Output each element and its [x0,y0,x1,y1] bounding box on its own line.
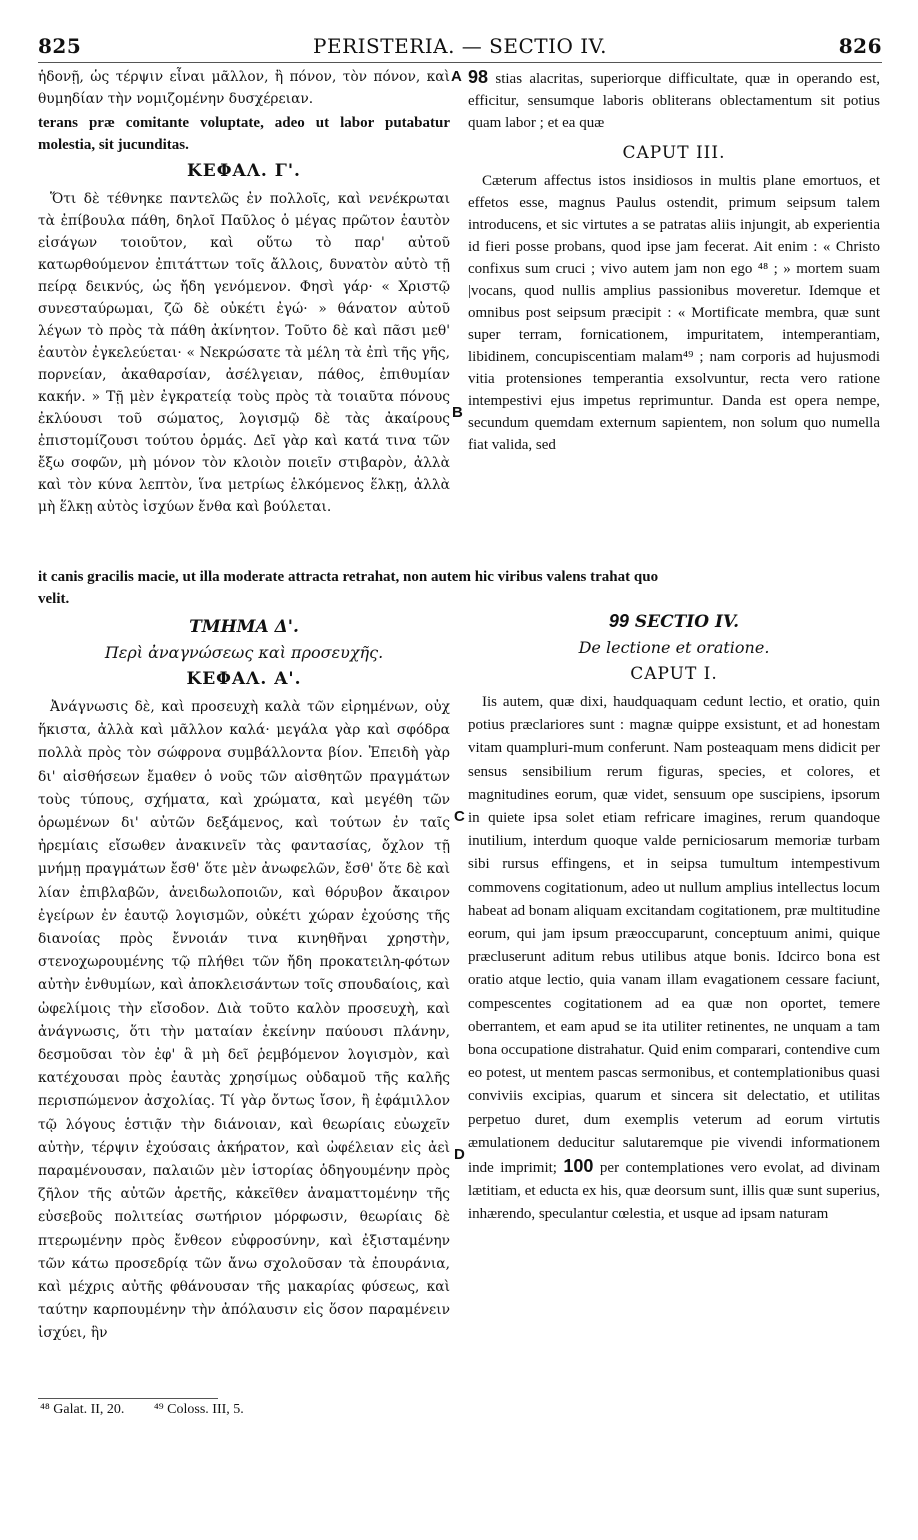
margin-marker-d: D [454,1146,465,1163]
header-rule [38,62,882,63]
greek-intro: ἡδονῇ, ὡς τέρψιν εἶναι μᾶλλον, ἢ πόνον, τὸν πόνον, καὶ θυμηδίαν τὴν νομιζομένην δυσχέρειαν. [38,69,450,107]
footnote-rule [38,1398,218,1399]
latin-intro-text: stias alacritas, superiorque difficultate, quæ in operando est, efficitur, sensumque laboris obliterans oblectamentum sit potius quam labor ; et ea quæ [468,71,880,131]
full-width-line-text: it canis gracilis macie, ut illa moderate attracta retrahat, non autem hic viribus valens trahat quo [38,569,659,585]
latin-chapter-3-text: Cæterum affectus istos insidiosos in multis plane emortuos, et effetos esse, magnus Paulus ostendit, primum seipsum talem introducens, et sic virtutes a se patratas aliis injungit, ab experientia id fieri posse probans, quod ipse jam fecerat. Ait enim : « Christo confixus sum cruci ; vivo autem jam non ego ⁴⁸ ; » mortem suam |vocans, quod nullis amplius passionibus moveretur. Idemque et omnibus post seipsum præcipit : « Mortificate membra, quæ sunt super terram, fornicationem, impuritatem, intemperantiam, libidinem, concupiscentiam malam⁴⁹ ; nam corporis ad hujusmodi vitia protensiones temperantia exsolvuntur, recta vero ratione intempestivi ejus impetus reprimuntur. Danda est opera nempe, secundum quemdam externum sapientem, non solum quo numella fiat valida, sed [468,173,880,453]
latin-carryover: terans præ comitante voluptate, adeo ut labor putabatur molestia, sit jucunditas. [38,115,450,153]
full-width-line-end: velit. [38,591,70,607]
margin-marker-a: A [451,68,462,85]
latin-chapter-1-text-b: per contemplationes vero evolat, ad divinam lætitiam, et educta ex his, quæ deorsum sunt, illis quæ sunt superius, inhærendo, speculantur cœlestia, et usque ad ipsam naturam [468,1160,880,1223]
greek-chapter-1-text: Ἀνάγνωσις δὲ, καὶ προσευχὴ καλὰ τῶν εἰρημένων, οὐχ ἥκιστα, ἀλλὰ καὶ μᾶλλον καλά· μεγάλα γὰρ καὶ σφόδρα πολλὰ πρὸς τὸν σώφρονα συμβάλλοντα βίον. Ἐπειδὴ γὰρ δι' αἰσθήσεων ἔμαθεν ὁ νοῦς τῶν αἰσθητῶν πραγμάτων τοὺς τύπους, σχήματα, καὶ χρώματα, καὶ μεγέθη τῶν ὁρωμένων δι' αὐτῶν δεξάμενος, καὶ τούτων ἐν ταῖς ἠρεμίαις εἴσωθεν ἀνακινεῖν τὰς φαντασίας, ὄχλον τῇ μνήμῃ πραγμάτων ἔσθ' ὅτε μὲν ἀνωφελῶν, ἔσθ' ὅτε δὲ καὶ λίαν ἐπιβλαβῶν, ἀνειδωλοποιῶν, καὶ θόρυβον ἄκαιρον ἐγείρων ἐν ἑαυτῷ λογισμῶν, οὐκέτι χώραν ἐχούσης τῆς διανοίας πρὸς ἔννοιάν τινα κινηθῆναι χρηστὴν, στενοχωρουμένης τῷ πλήθει τῶν ἤδη προκατειλη-φότων αὐτὴν ἐνθυμίων, καὶ ἀποκλεισάντων τοῖς σπουδαίοις, καὶ ὠφελίμοις τὴν εἴσοδον. Διὰ τοῦτο καλὸν προσευχὴ, καὶ ἀνάγνωσις, ὅτι τὴν ματαίαν ἐκείνην παύουσι πλάνην, δεσμοῦσαι τὸν ἐφ' ἃ μὴ δεῖ ῥεμβόμενον λογισμὸν, καὶ κατέχουσαι πρὸς ἑαυτὰς χρησίμως οὐδαμοῦ τῆς καλῆς περισπώμενον ἀσχολίας. Τί γὰρ ὄντως ἴσον, ἢ ἐφάμιλλον τῷ λόγους ἑστιᾷν τὴν διάνοιαν, καὶ θεωρίαις εὐωχεῖν αὐτὴν, τέρψιν ἐχούσαις ἀκήρατον, καὶ ὠφέλειαν εἰς ἀεὶ παραμένουσαν, παλαιῶν μὲν ἱστορίας ὁδηγουμένην πρὸς ζῆλον τῆς αὐτῶν ἀρετῆς, κἀκεῖθεν ἀναματτομένην τῆς εὐσεβοῦς πολιτείας σωτήριον μόρφωσιν, θεωρίαις δὲ πτερωμένην πρὸς ἔνθεον εὐφροσύνην, καὶ ἐξισταμένην τῶν κάτω προσεδρίᾳ τῶν ἄνω σχολοῦσαν τὰ ἐπουράνια, καὶ μέχρις αὐτῆς φθάνουσαν τῆς μακαρίας φύσεως, καὶ ταύτην καρπουμένην τὴν ἀπόλαυσιν εἰς ὅσον παραμένειν ἰσχύει, ἣν [38,699,450,1342]
greek-section-4 [38,616,450,1346]
left-page-number: 825 [38,34,82,58]
latin-chapter-1-text-a: Iis autem, quæ dixi, haudquaquam cedunt lectio, et oratio, quin potius præclariores sunt : magnæ quippe exsistunt, et ad honestam vitam quampluri-mum conferunt. Nam posteaquam mens didicit per sensus sensibilium rerum figuras, species, et colores, et magnitudines eorum, quæ videt, sensuum ope suscipiens, ipsorum in quiete ipsa solet etiam refricare imagines, rerum quandoque inutilium, interdum quoque valde perniciosarum memoriæ turbam sibi rursus effingens, et in seipsa tumultum intempestivum commovens cogitationum, adeo ut nullum amplius intellectus locum habeat ad bonam aliquam excitandam cogitationem, præ multitudine eorum, qui jam ipsum præoccuparunt, conceptuum animi, quique præcluserunt aditum rebus utilibus atque bonis. Idcirco bona est oratio atque lectio, quia vanam illam evagationem cessare faciunt, compescentes cogitationem ad ea quæ non oportet, temere oberrantem, et eam apud se ita utiliter retinentes, ne unquam a tam bona occupatione distrahatur. Quid enim comparari, contendive cum eo potest, ut mentem pascas sermonibus, et contemplationibus quasi conviviis excipias, quarum et sincera sit delectatio, et utilitas perpetuo duret, dum exemplis veterum ad eorum virtutis æmulationem deducitur salutaremque pie vivendi informationem inde imprimit; [468,694,880,1177]
latin-chapter-3-heading: CAPUT III. [622,143,726,163]
running-header [38,34,882,60]
footnotes [40,1402,270,1418]
latin-chapter-1-heading: CAPUT I. [630,664,718,684]
latin-section-4-subtitle: De lectione et oratione. [578,638,770,657]
latin-intro [468,66,880,134]
footnote-48: ⁴⁸ Galat. II, 20. [40,1402,125,1417]
greek-chapter-1-heading: ΚΕΦΑΛ. Α'. [186,669,302,689]
full-width-line [38,566,880,610]
greek-column [38,66,450,518]
greek-chapter-3-heading: ΚΕΦΑΛ. Γ'. [187,161,301,181]
column-marker-100: 100 [563,1156,594,1177]
margin-marker-b: B [452,404,463,421]
running-title: PERISTERIA. — SECTIO IV. [313,34,607,58]
margin-marker-c: C [454,808,465,825]
latin-section-4-title: SECTIO IV. [634,612,740,632]
latin-section-4-title-row [468,610,880,633]
right-page-number: 826 [838,34,882,58]
latin-section-4 [468,610,880,1227]
column-marker-99: 99 [608,611,629,631]
greek-section-4-title: ΤΜΗΜΑ Δ'. [189,617,299,637]
greek-chapter-3-text: Ὅτι δὲ τέθνηκε παντελῶς ἐν πολλοῖς, καὶ νενέκρωται τὰ ἐπίβουλα πάθη, δηλοῖ Παῦλος ὁ μέγας πρῶτον ἑαυτὸν εἰσάγων τοιοῦτον, καὶ οὕτω τὸ παρ' αὐτοῦ κατωρθούμενον ἐπιτάττων τοῖς ἄλλοις, δυνατὸν αὐτὸ τῇ πείρᾳ δεικνύς, ὡς ἤδη γενόμενον. Φησὶ γάρ· « Χριστῷ συνεσταύρωμαι, ζῶ δὲ οὐκέτι ἐγώ· » θάνατον αὐτοῦ λέγων τὸ πρὸς τὰ πάθη ἀκίνητον. Τοῦτο δὲ καὶ πᾶσι μεθ' ἑαυτὸν ἐγκελεύεται· « Νεκρώσατε τὰ μέλη τὰ ἐπὶ τῆς γῆς, πορνείαν, ἀκαθαρσίαν, ἀσέλγειαν, πάθος, ἐπιθυμίαν κακήν. » Τῇ μὲν ἐγκρατείᾳ τοὺς πρὸς τὰ τοιαῦτα πόνους ἐκλύουσι τοῦ σώματος, λογισμῷ δὲ τὰς ἀκαίρους ἐπιστομίζουσι τούτου ὁρμάς. Δεῖ γὰρ καὶ κατά τινα τῶν ἔξω σοφῶν, μὴ μόνον τὸν κλοιὸν ποιεῖν στιβαρὸν, ἀλλὰ καὶ τὸν κύνα λεπτὸν, ἵνα μετρίως ἑλκόμενος ἕλκῃ, ἀλλὰ μὴ ἕλκῃ αὐτὸς ἰσχύων ἔνθα καὶ βούλεται. [38,191,450,515]
column-marker-98: 98 [468,67,489,87]
latin-chapter-1-text [468,691,880,1227]
greek-section-4-subtitle: Περὶ ἀναγνώσεως καὶ προσευχῆς. [104,643,384,662]
footnote-49: ⁴⁹ Coloss. III, 5. [153,1402,244,1417]
latin-column [468,66,880,456]
